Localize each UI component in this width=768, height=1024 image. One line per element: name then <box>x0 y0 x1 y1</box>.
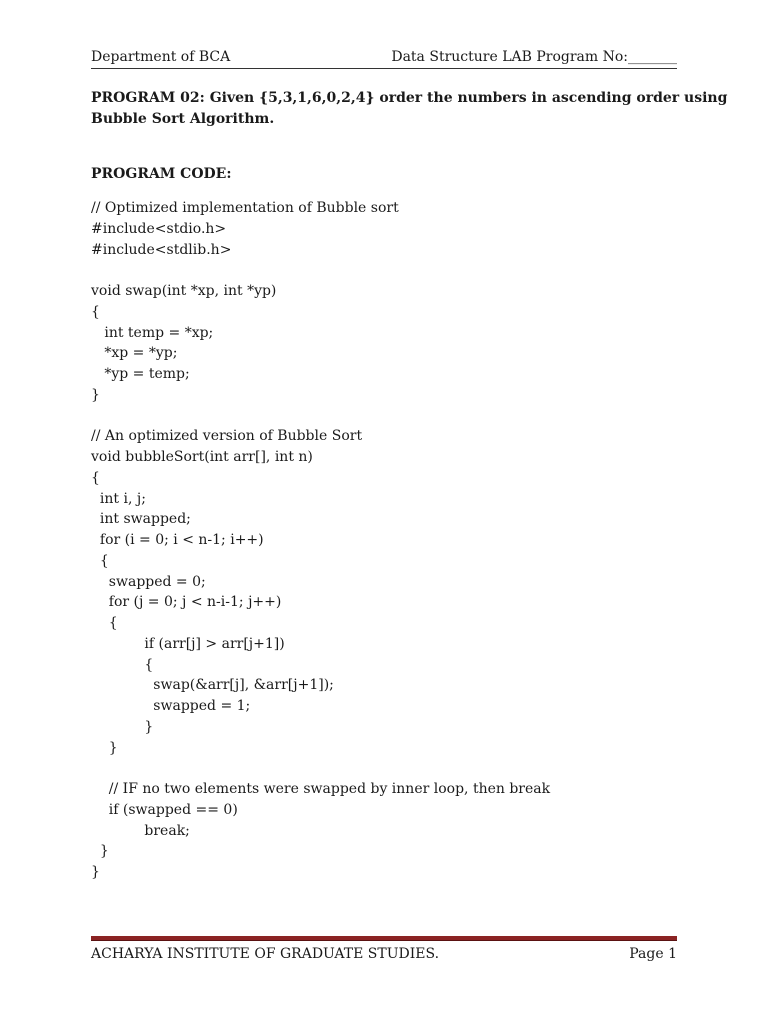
code-line: { <box>91 303 100 320</box>
code-line: } <box>91 843 109 860</box>
footer-divider <box>91 936 677 941</box>
page-footer <box>91 943 677 965</box>
program-title-line-2: Bubble Sort Algorithm. <box>91 111 275 127</box>
program-title <box>91 88 728 130</box>
code-line: void swap(int *xp, int *yp) <box>91 283 277 299</box>
code-line: int swapped; <box>91 511 191 528</box>
page-number: Page 1 <box>629 946 677 962</box>
code-line <box>91 260 550 281</box>
program-number-label: Data Structure LAB Program No:_______ <box>391 49 677 65</box>
code-line <box>91 406 550 427</box>
code-line: } <box>91 386 100 403</box>
code-line: for (j = 0; j < n-i-1; j++) <box>91 594 282 611</box>
code-line: } <box>91 739 118 756</box>
code-line: if (swapped == 0) <box>91 801 238 818</box>
institute-name: ACHARYA INSTITUTE OF GRADUATE STUDIES. <box>91 946 440 962</box>
code-line: { <box>91 552 109 569</box>
code-line: #include<stdlib.h> <box>91 241 232 258</box>
code-line: *xp = *yp; <box>91 345 178 362</box>
code-line: // IF no two elements were swapped by inner loop, then break <box>91 781 551 797</box>
code-line: break; <box>91 822 190 839</box>
code-line: swap(&arr[j], &arr[j+1]); <box>91 677 334 694</box>
code-line: { <box>91 615 118 631</box>
code-block <box>91 198 550 883</box>
code-line: } <box>91 864 100 880</box>
code-line: if (arr[j] > arr[j+1]) <box>91 635 285 652</box>
code-line: int i, j; <box>91 490 146 507</box>
code-line: swapped = 1; <box>91 698 251 714</box>
page-header <box>91 46 677 69</box>
code-line: // Optimized implementation of Bubble sort <box>91 200 399 216</box>
code-line: // An optimized version of Bubble Sort <box>91 428 363 445</box>
section-heading: PROGRAM CODE: <box>91 166 232 182</box>
code-line: *yp = temp; <box>91 366 190 382</box>
code-line: int temp = *xp; <box>91 324 214 341</box>
code-line: void bubbleSort(int arr[], int n) <box>91 449 313 465</box>
code-line: } <box>91 718 154 735</box>
department-label: Department of BCA <box>91 49 231 65</box>
code-line: { <box>91 469 100 486</box>
code-line: { <box>91 656 154 673</box>
code-line: swapped = 0; <box>91 573 206 590</box>
code-line: #include<stdio.h> <box>91 220 227 237</box>
program-title-line-1: PROGRAM 02: Given {5,3,1,6,0,2,4} order the numbers in ascending order using <box>91 90 728 106</box>
code-line <box>91 758 550 779</box>
code-line: for (i = 0; i < n-1; i++) <box>91 532 264 548</box>
